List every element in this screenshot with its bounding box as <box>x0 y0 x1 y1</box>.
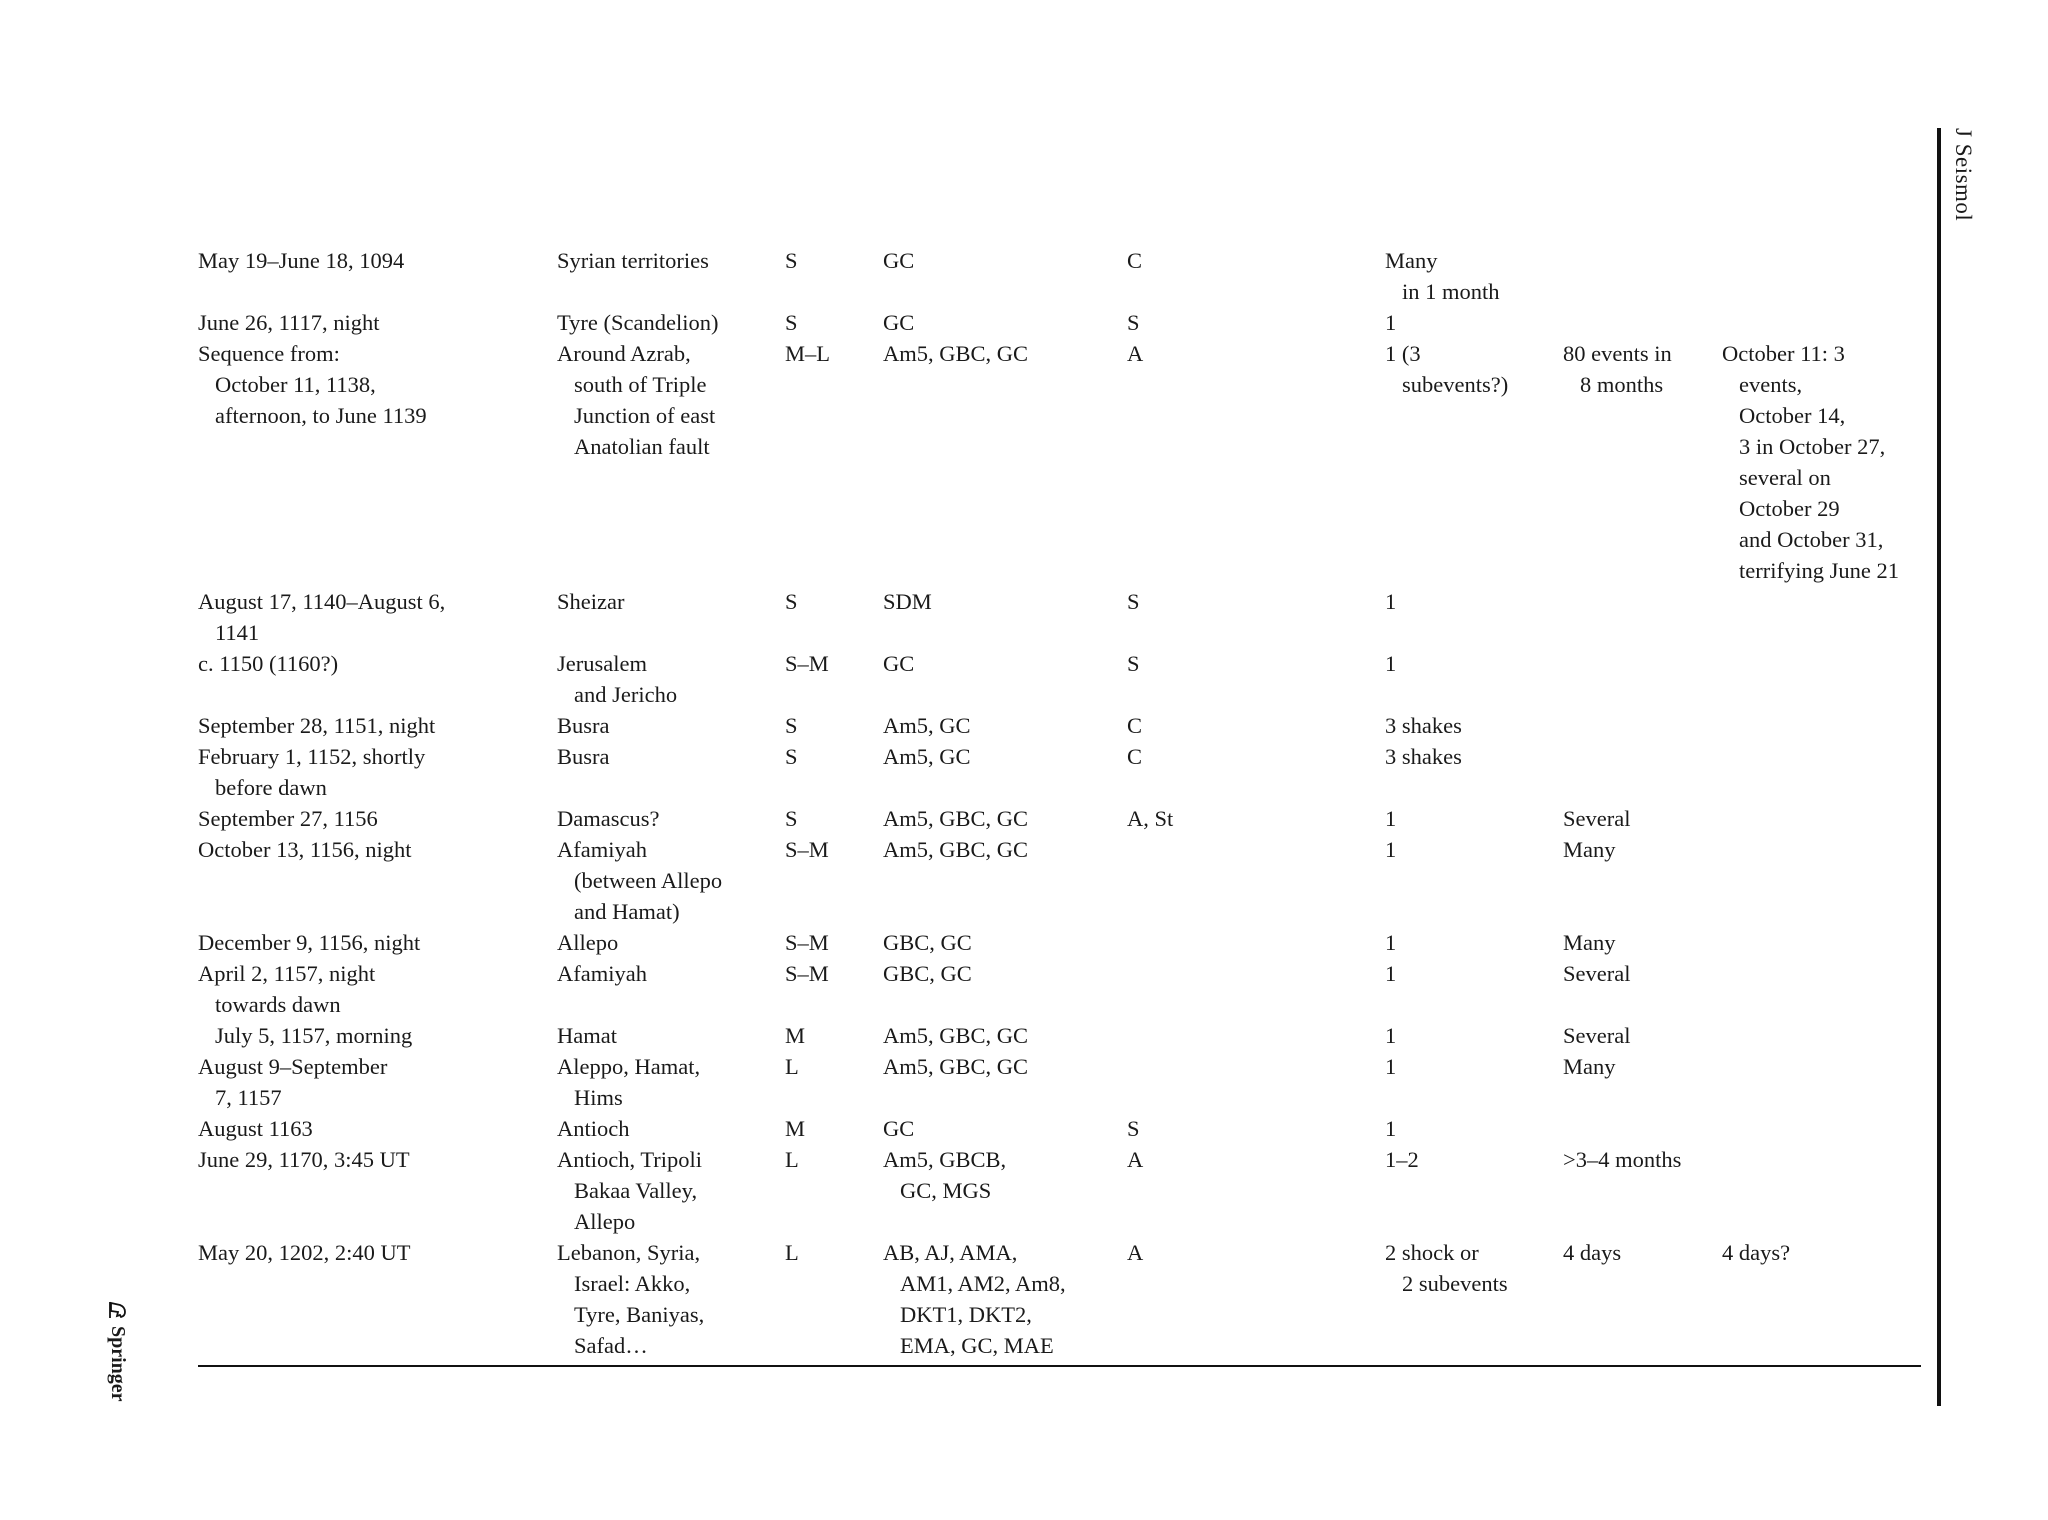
cell-line: October 11, 1138, <box>215 372 376 397</box>
cell-sources <box>883 1237 1127 1361</box>
cell-line: 3 shakes <box>1385 744 1462 769</box>
cell-line: Aleppo, Hamat, <box>557 1054 701 1079</box>
cell-line: August 9–September <box>198 1054 388 1079</box>
springer-horse-icon <box>108 1300 128 1320</box>
cell-line: south of Triple <box>574 372 707 397</box>
cell-line: Israel: Akko, <box>574 1271 691 1296</box>
cell-line: Am5, GC <box>883 713 971 738</box>
cell-type <box>1127 1113 1385 1144</box>
cell-line: Many <box>1563 837 1616 862</box>
cell-line: A, St <box>1127 806 1174 831</box>
cell-line: GC <box>883 651 915 676</box>
cell-shocks <box>1385 834 1563 865</box>
cell-line: August 1163 <box>198 1116 313 1141</box>
cell-line: Lebanon, Syria, <box>557 1240 701 1265</box>
cell-shocks <box>1385 710 1563 741</box>
cell-line: 3 in October 27, <box>1739 434 1886 459</box>
cell-line: Damascus? <box>557 806 660 831</box>
cell-size <box>785 958 883 989</box>
cell-line: 80 events in <box>1563 341 1672 366</box>
cell-line: 3 shakes <box>1385 713 1462 738</box>
cell-line: S <box>1127 651 1140 676</box>
cell-location <box>557 586 785 617</box>
cell-line: Sequence from: <box>198 341 340 366</box>
cell-notes <box>1722 338 1921 586</box>
cell-line: S–M <box>785 930 829 955</box>
cell-date <box>198 958 557 1020</box>
cell-line: Am5, GBC, GC <box>883 1023 1029 1048</box>
cell-line: S <box>785 589 798 614</box>
cell-size <box>785 1237 883 1268</box>
cell-line: Antioch <box>557 1116 630 1141</box>
cell-line: September 28, 1151, night <box>198 713 436 738</box>
cell-line: December 9, 1156, night <box>198 930 421 955</box>
cell-size <box>785 586 883 617</box>
cell-line: 1 <box>1385 1116 1397 1141</box>
cell-line: S–M <box>785 837 829 862</box>
running-header: J Seismol <box>1951 128 1976 222</box>
cell-shocks <box>1385 1237 1563 1299</box>
cell-date <box>198 1144 557 1175</box>
cell-line: Many <box>1563 1054 1616 1079</box>
cell-line: Hims <box>574 1085 623 1110</box>
cell-line: L <box>785 1240 799 1265</box>
cell-line: Sheizar <box>557 589 625 614</box>
cell-location <box>557 338 785 462</box>
cell-aftershocks <box>1563 803 1722 834</box>
cell-line: S–M <box>785 651 829 676</box>
cell-shocks <box>1385 338 1563 400</box>
cell-line: c. 1150 (1160?) <box>198 651 339 676</box>
cell-line: October 14, <box>1739 403 1846 428</box>
cell-line: 2 subevents <box>1402 1271 1508 1296</box>
cell-line: Allepo <box>574 1209 636 1234</box>
cell-location <box>557 1020 785 1051</box>
cell-line: Junction of east <box>574 403 716 428</box>
cell-line: DKT1, DKT2, <box>900 1302 1032 1327</box>
cell-line: Am5, GBC, GC <box>883 341 1029 366</box>
cell-line: Many <box>1563 930 1616 955</box>
cell-line: October 13, 1156, night <box>198 837 412 862</box>
cell-size <box>785 1144 883 1175</box>
cell-date <box>198 1020 557 1051</box>
cell-line: Afamiyah <box>557 961 647 986</box>
cell-aftershocks <box>1563 1051 1722 1082</box>
cell-line: S <box>1127 310 1140 335</box>
cell-line: S <box>785 806 798 831</box>
cell-line: 2 shock or <box>1385 1240 1479 1265</box>
cell-location <box>557 1144 785 1237</box>
table-bottom-rule <box>198 1365 1921 1367</box>
cell-sources <box>883 586 1127 617</box>
cell-date <box>198 834 557 865</box>
cell-line: Several <box>1563 1023 1631 1048</box>
cell-type <box>1127 648 1385 679</box>
cell-line: terrifying June 21 <box>1739 558 1899 583</box>
cell-line: M–L <box>785 341 830 366</box>
cell-sources <box>883 803 1127 834</box>
header-rule <box>1937 128 1941 1406</box>
table-row <box>198 1144 1921 1237</box>
cell-date <box>198 741 557 803</box>
cell-sources <box>883 927 1127 958</box>
cell-line: Am5, GC <box>883 744 971 769</box>
earthquake-table <box>198 245 1921 1361</box>
cell-line: S–M <box>785 961 829 986</box>
cell-line: Several <box>1563 806 1631 831</box>
cell-sources <box>883 245 1127 276</box>
publisher-logo <box>104 1300 132 1420</box>
cell-shocks <box>1385 586 1563 617</box>
table-row <box>198 1237 1921 1361</box>
cell-shocks <box>1385 307 1563 338</box>
cell-line: and Jericho <box>574 682 678 707</box>
cell-sources <box>883 648 1127 679</box>
cell-size <box>785 307 883 338</box>
cell-line: GBC, GC <box>883 961 972 986</box>
table-row <box>198 648 1921 710</box>
cell-line: Tyre, Baniyas, <box>574 1302 705 1327</box>
cell-line: 1 <box>1385 589 1397 614</box>
cell-line: L <box>785 1054 799 1079</box>
cell-line: April 2, 1157, night <box>198 961 376 986</box>
cell-line: June 29, 1170, 3:45 UT <box>198 1147 410 1172</box>
cell-line: SDM <box>883 589 932 614</box>
cell-location <box>557 307 785 338</box>
cell-line: S <box>1127 1116 1140 1141</box>
cell-shocks <box>1385 958 1563 989</box>
table-row <box>198 245 1921 307</box>
cell-line: and October 31, <box>1739 527 1884 552</box>
cell-line: in 1 month <box>1402 279 1500 304</box>
cell-line: M <box>785 1116 806 1141</box>
cell-line: Busra <box>557 713 610 738</box>
cell-line: 8 months <box>1580 372 1664 397</box>
cell-location <box>557 245 785 276</box>
cell-sources <box>883 958 1127 989</box>
table-row <box>198 1020 1921 1051</box>
cell-sources <box>883 710 1127 741</box>
cell-line: 4 days? <box>1722 1240 1791 1265</box>
cell-line: 1 <box>1385 1054 1397 1079</box>
cell-location <box>557 1051 785 1113</box>
cell-location <box>557 834 785 927</box>
cell-type <box>1127 1144 1385 1175</box>
cell-line: C <box>1127 713 1143 738</box>
cell-size <box>785 1113 883 1144</box>
cell-shocks <box>1385 1020 1563 1051</box>
table-row <box>198 586 1921 648</box>
cell-type <box>1127 307 1385 338</box>
cell-line: July 5, 1157, morning <box>215 1023 413 1048</box>
cell-size <box>785 803 883 834</box>
cell-type <box>1127 710 1385 741</box>
table-row <box>198 710 1921 741</box>
cell-type <box>1127 1237 1385 1268</box>
cell-location <box>557 710 785 741</box>
publisher-name: Springer <box>107 1326 130 1402</box>
cell-line: Syrian territories <box>557 248 709 273</box>
cell-line: AM1, AM2, Am8, <box>900 1271 1066 1296</box>
cell-line: September 27, 1156 <box>198 806 378 831</box>
table-row <box>198 1051 1921 1113</box>
cell-sources <box>883 1113 1127 1144</box>
cell-line: June 26, 1117, night <box>198 310 380 335</box>
cell-size <box>785 741 883 772</box>
cell-size <box>785 710 883 741</box>
cell-line: S <box>785 744 798 769</box>
cell-line: S <box>785 310 798 335</box>
cell-size <box>785 1020 883 1051</box>
cell-line: Antioch, Tripoli <box>557 1147 703 1172</box>
cell-aftershocks <box>1563 1237 1722 1268</box>
cell-line: 1 <box>1385 837 1397 862</box>
cell-type <box>1127 803 1385 834</box>
cell-line: S <box>1127 589 1140 614</box>
cell-aftershocks <box>1563 958 1722 989</box>
cell-size <box>785 648 883 679</box>
cell-date <box>198 338 557 431</box>
cell-line: October 29 <box>1739 496 1840 521</box>
cell-line: before dawn <box>215 775 327 800</box>
cell-location <box>557 803 785 834</box>
cell-line: 1 <box>1385 651 1397 676</box>
cell-shocks <box>1385 648 1563 679</box>
cell-size <box>785 245 883 276</box>
cell-line: events, <box>1739 372 1803 397</box>
cell-line: Safad… <box>574 1333 648 1358</box>
cell-line: M <box>785 1023 806 1048</box>
cell-line: Allepo <box>557 930 619 955</box>
cell-line: May 19–June 18, 1094 <box>198 248 405 273</box>
cell-line: several on <box>1739 465 1831 490</box>
cell-line: >3–4 months <box>1563 1147 1682 1172</box>
cell-line: GC <box>883 1116 915 1141</box>
cell-size <box>785 1051 883 1082</box>
cell-line: 1 (3 <box>1385 341 1421 366</box>
cell-sources <box>883 741 1127 772</box>
cell-date <box>198 1113 557 1144</box>
cell-line: Many <box>1385 248 1438 273</box>
cell-line: towards dawn <box>215 992 341 1017</box>
cell-line: October 11: 3 <box>1722 341 1845 366</box>
table-row <box>198 338 1921 586</box>
cell-line: February 1, 1152, shortly <box>198 744 426 769</box>
cell-line: Busra <box>557 744 610 769</box>
cell-line: afternoon, to June 1139 <box>215 403 427 428</box>
cell-aftershocks <box>1563 927 1722 958</box>
cell-size <box>785 927 883 958</box>
cell-line: GC, MGS <box>900 1178 992 1203</box>
cell-type <box>1127 245 1385 276</box>
table-row <box>198 307 1921 338</box>
cell-shocks <box>1385 927 1563 958</box>
cell-type <box>1127 741 1385 772</box>
cell-line: 1 <box>1385 1023 1397 1048</box>
cell-line: S <box>785 713 798 738</box>
cell-line: May 20, 1202, 2:40 UT <box>198 1240 411 1265</box>
cell-location <box>557 1113 785 1144</box>
cell-location <box>557 741 785 772</box>
cell-line: 1 <box>1385 961 1397 986</box>
cell-sources <box>883 1020 1127 1051</box>
cell-line: 1 <box>1385 310 1397 335</box>
cell-sources <box>883 307 1127 338</box>
cell-line: 4 days <box>1563 1240 1622 1265</box>
cell-line: A <box>1127 341 1144 366</box>
cell-line: A <box>1127 1240 1144 1265</box>
table-row <box>198 958 1921 1020</box>
cell-date <box>198 245 557 276</box>
cell-sources <box>883 1144 1127 1206</box>
cell-notes <box>1722 1237 1921 1268</box>
cell-line: Tyre (Scandelion) <box>557 310 719 335</box>
cell-location <box>557 958 785 989</box>
cell-sources <box>883 834 1127 865</box>
cell-date <box>198 307 557 338</box>
cell-shocks <box>1385 1113 1563 1144</box>
cell-line: EMA, GC, MAE <box>900 1333 1054 1358</box>
cell-date <box>198 648 557 679</box>
cell-aftershocks <box>1563 1020 1722 1051</box>
cell-line: S <box>785 248 798 273</box>
cell-size <box>785 834 883 865</box>
cell-line: GBC, GC <box>883 930 972 955</box>
cell-shocks <box>1385 1051 1563 1082</box>
cell-line: subevents?) <box>1402 372 1509 397</box>
cell-date <box>198 710 557 741</box>
cell-date <box>198 803 557 834</box>
cell-line: C <box>1127 744 1143 769</box>
cell-sources <box>883 1051 1127 1082</box>
cell-line: L <box>785 1147 799 1172</box>
cell-line: GC <box>883 248 915 273</box>
cell-line: A <box>1127 1147 1144 1172</box>
cell-line: Several <box>1563 961 1631 986</box>
cell-line: 7, 1157 <box>215 1085 282 1110</box>
cell-shocks <box>1385 245 1563 307</box>
cell-type <box>1127 338 1385 369</box>
cell-line: Am5, GBC, GC <box>883 806 1029 831</box>
cell-line: Am5, GBCB, <box>883 1147 1007 1172</box>
cell-shocks <box>1385 741 1563 772</box>
cell-location <box>557 1237 785 1361</box>
cell-line: 1 <box>1385 930 1397 955</box>
cell-line: 1 <box>1385 806 1397 831</box>
cell-line: AB, AJ, AMA, <box>883 1240 1018 1265</box>
cell-type <box>1127 586 1385 617</box>
cell-sources <box>883 338 1127 369</box>
cell-date <box>198 927 557 958</box>
cell-aftershocks <box>1563 338 1722 400</box>
cell-line: August 17, 1140–August 6, <box>198 589 446 614</box>
cell-date <box>198 1051 557 1113</box>
cell-line: Jerusalem <box>557 651 647 676</box>
cell-line: 1141 <box>215 620 260 645</box>
cell-size <box>785 338 883 369</box>
cell-line: and Hamat) <box>574 899 680 924</box>
cell-shocks <box>1385 1144 1563 1175</box>
table-row <box>198 927 1921 958</box>
cell-date <box>198 586 557 648</box>
cell-line: Am5, GBC, GC <box>883 837 1029 862</box>
cell-line: Around Azrab, <box>557 341 691 366</box>
table-row <box>198 803 1921 834</box>
cell-location <box>557 927 785 958</box>
cell-location <box>557 648 785 710</box>
cell-line: Am5, GBC, GC <box>883 1054 1029 1079</box>
table-row <box>198 834 1921 927</box>
cell-line: 1–2 <box>1385 1147 1419 1172</box>
cell-line: Bakaa Valley, <box>574 1178 698 1203</box>
cell-date <box>198 1237 557 1268</box>
table-row <box>198 741 1921 803</box>
cell-aftershocks <box>1563 1144 1722 1175</box>
cell-line: Afamiyah <box>557 837 647 862</box>
cell-line: (between Allepo <box>574 868 723 893</box>
cell-shocks <box>1385 803 1563 834</box>
cell-line: Anatolian fault <box>574 434 710 459</box>
cell-line: GC <box>883 310 915 335</box>
table-row <box>198 1113 1921 1144</box>
cell-line: C <box>1127 248 1143 273</box>
cell-aftershocks <box>1563 834 1722 865</box>
cell-line: Hamat <box>557 1023 617 1048</box>
